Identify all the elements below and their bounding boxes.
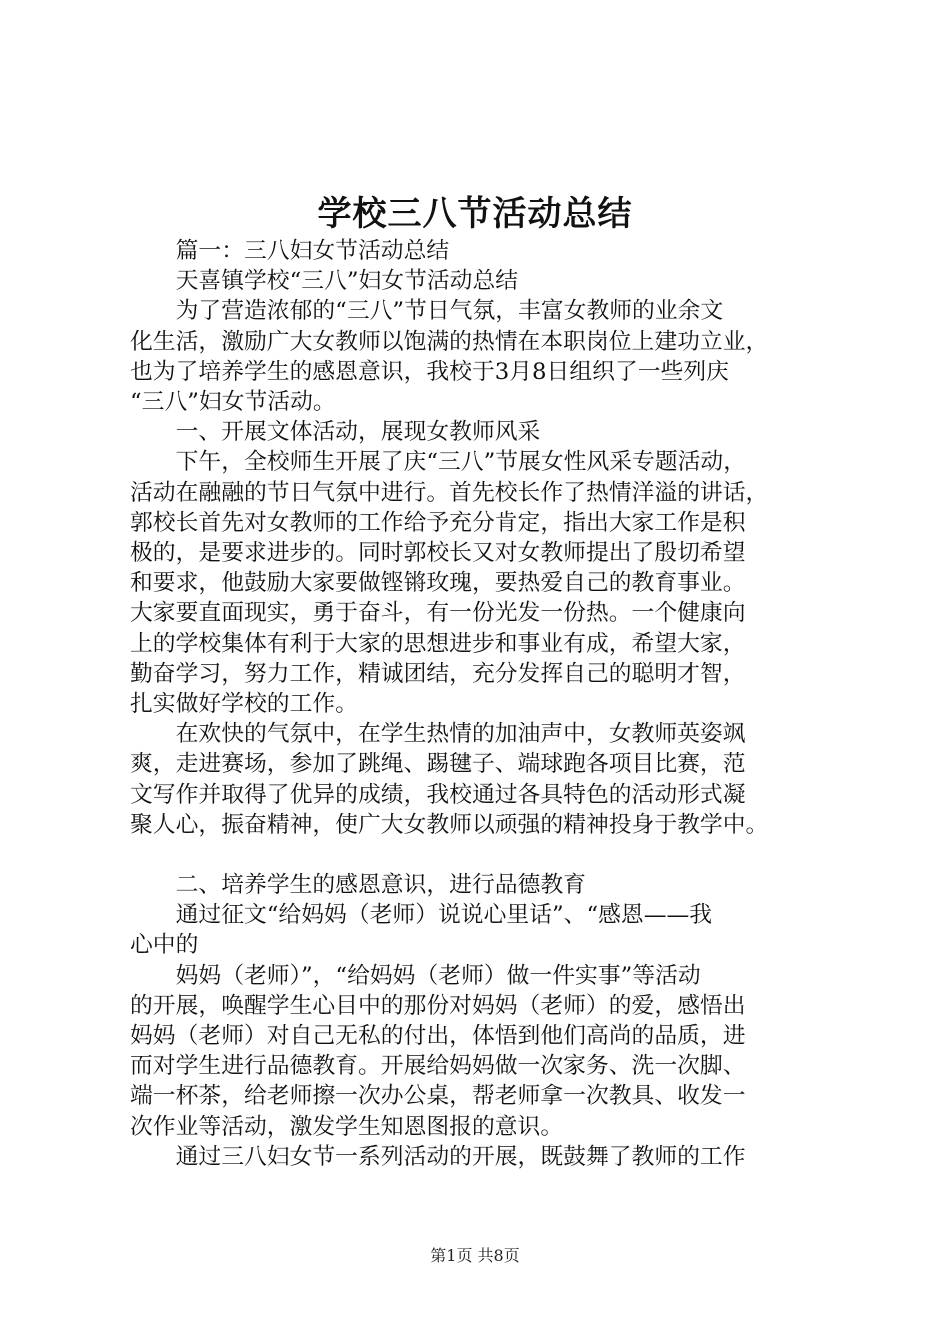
paragraph-intro: 为了营造浓郁的“三八”节日气氛，丰富女教师的业余文 化生活，激励广大女教师以饱满的热情在本职岗位上建功立业， 也为了培养学生的感恩意识，我校于3月8日组织了一些列庆 “三八”妇女节活动。	[130, 298, 769, 416]
document-body	[130, 236, 830, 1172]
paragraph-afternoon-activity: 下午，全校师生开展了庆“三八”节展女性风采专题活动， 活动在融融的节日气氛中进行。首先校长作了热情洋溢的讲话， 郭校长首先对女教师的工作给予充分肯定，指出大家工作是积 极的，是要求进步的。同时郭校长又对女教师提出了殷切希望 和要求，他鼓励大家要做铿锵玫瑰，要热爱自己的教育事业。 大家要直面现实，勇于奋斗，有一份光发一份热。一个健康向 上的学校集体有利于大家的思想进步和事业有成，希望大家， 勤奋学习，努力工作，精诚团结，充分发挥自己的聪明才智， 扎实做好学校的工作。	[130, 449, 769, 718]
section-heading-two: 二、培养学生的感恩意识，进行品德教育	[175, 872, 586, 899]
paragraph-essay-contest: 通过征文“给妈妈（老师）说说心里话”、“感恩——我 心中的	[130, 902, 713, 959]
paragraph-gap	[130, 840, 830, 870]
paragraph-subtitle: 天喜镇学校“三八”妇女节活动总结	[175, 268, 519, 295]
page-number-footer: 第1页 共8页	[430, 1246, 520, 1265]
paragraph-competition: 在欢快的气氛中，在学生热情的加油声中，女教师英姿飒 爽，走进赛场，参加了跳绳、踢毽子、端球跑各项目比赛，范 文写作并取得了优异的成绩，我校通过各具特色的活动形式凝 聚人心，振奋精神，使广大女教师以顽强的精神投身于教学中。	[130, 721, 769, 838]
paragraph-conclusion: 通过三八妇女节一系列活动的开展，既鼓舞了教师的工作	[175, 1143, 746, 1170]
document-title: 学校三八节活动总结	[317, 194, 633, 234]
section-heading-one: 一、开展文体活动，展现女教师风采	[175, 419, 541, 446]
paragraph-gratitude-activities: 妈妈（老师）”，“给妈妈（老师）做一件实事”等活动 的开展，唤醒学生心目中的那份对妈妈（老师）的爱，感悟出 妈妈（老师）对自己无私的付出，体悟到他们高尚的品质，进 而对学生进行品德教育。开展给妈妈做一次家务、洗一次脚、 端一杯茶，给老师擦一次办公桌，帮老师拿一次教具、收发一 次作业等活动，激发学生知恩图报的意识。	[130, 962, 746, 1140]
paragraph-heading-part-one: 篇一：三八妇女节活动总结	[175, 238, 450, 264]
